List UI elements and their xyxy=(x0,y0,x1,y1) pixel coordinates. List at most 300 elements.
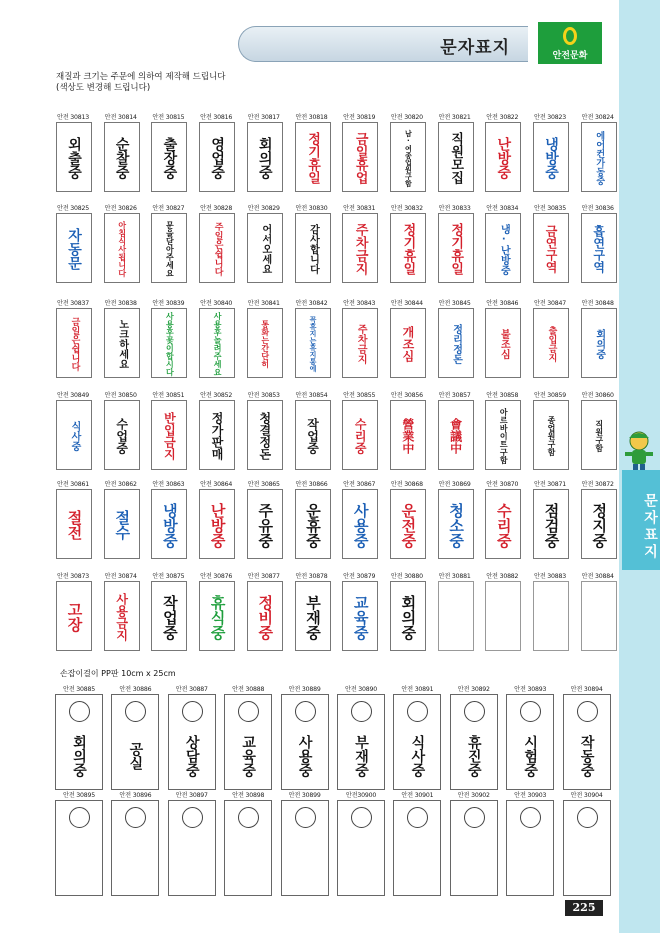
sign-item[interactable] xyxy=(240,571,288,640)
sign-item[interactable] xyxy=(478,112,526,179)
sign-item[interactable] xyxy=(240,112,288,179)
sign-text: 냉방중 xyxy=(160,502,179,548)
sign-plate xyxy=(295,213,331,283)
sign-plate xyxy=(56,308,92,378)
sign-item[interactable] xyxy=(526,112,574,179)
sign-text: 고장 xyxy=(65,602,84,632)
product-code: 안전 30885 xyxy=(62,686,95,693)
hanger-hole-icon xyxy=(182,701,203,722)
sign-text: 주일은쉽니다 xyxy=(212,222,223,276)
sign-plate xyxy=(104,308,140,378)
sign-plate xyxy=(199,213,235,283)
sign-text: 작업중 xyxy=(160,594,179,640)
sign-text: 냉방중 xyxy=(543,137,559,179)
hanger-text: 교육중 xyxy=(240,735,257,777)
sign-item[interactable] xyxy=(97,571,145,641)
sign-item[interactable] xyxy=(240,203,288,274)
sign-text: 사용후놀려주세요 xyxy=(213,312,223,376)
sign-item[interactable] xyxy=(526,390,574,456)
hanger-text: 휴진중 xyxy=(465,735,482,777)
sign-item[interactable] xyxy=(288,203,336,274)
sign-item[interactable] xyxy=(240,390,288,460)
sign-plate xyxy=(151,489,187,559)
sign-item[interactable] xyxy=(574,112,622,185)
sign-text: 사용중 xyxy=(351,502,370,548)
sign-plate xyxy=(485,400,521,470)
sign-text: 수리중 xyxy=(353,418,368,454)
product-code: 안전 30862 xyxy=(104,481,137,488)
product-code: 안전 30899 xyxy=(288,792,321,799)
sign-plate xyxy=(151,122,187,192)
sign-text: 외출중 xyxy=(66,137,82,179)
sign-item[interactable] xyxy=(335,479,383,548)
sign-item[interactable] xyxy=(526,479,574,548)
sign-plate xyxy=(199,122,235,192)
sign-plate xyxy=(581,489,617,559)
hanger-plate xyxy=(337,694,385,790)
product-code: 안전 30892 xyxy=(457,686,490,693)
product-code: 안전 30844 xyxy=(390,300,423,307)
sign-plate xyxy=(151,400,187,470)
sign-text: 정리정돈 xyxy=(450,324,462,364)
sign-item[interactable] xyxy=(478,298,526,359)
product-code: 안전 30856 xyxy=(390,392,423,399)
product-code: 안전 30832 xyxy=(390,205,423,212)
sign-plate xyxy=(485,489,521,559)
sign-plate xyxy=(533,489,569,559)
sign-item[interactable] xyxy=(288,571,336,640)
sign-item[interactable] xyxy=(288,298,336,372)
sign-text: 식사중 xyxy=(69,421,80,451)
product-code: 안전 30833 xyxy=(438,205,471,212)
sign-item[interactable] xyxy=(431,298,479,364)
product-code: 안전 30904 xyxy=(570,792,603,799)
sign-item[interactable] xyxy=(431,479,479,548)
sign-item[interactable] xyxy=(97,390,145,454)
sign-text: 회의중 xyxy=(593,329,605,359)
product-code: 안전 30865 xyxy=(247,481,280,488)
sign-item[interactable] xyxy=(49,112,97,179)
product-code: 안전 30845 xyxy=(438,300,471,307)
product-code: 안전 30868 xyxy=(390,481,423,488)
hanger-item[interactable] xyxy=(502,790,558,799)
sign-plate xyxy=(295,489,331,559)
sign-item[interactable] xyxy=(144,571,192,640)
product-code: 안전 30825 xyxy=(56,205,89,212)
product-code: 안전 30893 xyxy=(514,686,547,693)
sign-text: 통화는간단히 xyxy=(260,320,270,368)
sign-item[interactable] xyxy=(335,298,383,364)
sign-item[interactable] xyxy=(383,112,431,187)
sign-text: 수업중 xyxy=(114,418,129,454)
hanger-caption: 손잡이걸이 PP판 10cm x 25cm xyxy=(60,669,176,678)
hanger-item[interactable] xyxy=(502,684,558,777)
header-title-bar xyxy=(238,26,528,62)
sign-text: 난방중 xyxy=(208,502,227,548)
sign-item[interactable] xyxy=(383,390,431,454)
sign-plate xyxy=(581,581,617,651)
sign-item[interactable] xyxy=(144,112,192,179)
product-code: 안전 30841 xyxy=(247,300,280,307)
sign-plate xyxy=(342,213,378,283)
product-code: 안전 30819 xyxy=(343,114,376,121)
sign-text: 부재중 xyxy=(304,594,322,640)
product-code: 안전 30903 xyxy=(514,792,547,799)
sign-text: 직원구함 xyxy=(594,420,604,452)
hanger-plate xyxy=(224,800,272,896)
notice-text xyxy=(56,72,226,94)
product-code: 안전 30828 xyxy=(200,205,233,212)
sign-text: 아르바이트구함 xyxy=(499,408,509,464)
sign-text: 순찰중 xyxy=(113,137,130,179)
hanger-item[interactable] xyxy=(51,790,107,799)
hanger-text xyxy=(451,831,497,893)
hanger-text: 식사중 xyxy=(409,735,426,777)
hanger-text: 시험중 xyxy=(522,735,539,777)
product-code: 안전 30821 xyxy=(438,114,471,121)
sign-item[interactable] xyxy=(335,390,383,454)
product-code: 안전 30895 xyxy=(62,792,95,799)
hanger-hole-icon xyxy=(520,807,541,828)
product-code: 안전 30898 xyxy=(232,792,265,799)
sign-item[interactable] xyxy=(288,479,336,548)
sign-plate xyxy=(438,213,474,283)
sign-plate xyxy=(104,400,140,470)
sign-item[interactable] xyxy=(574,390,622,452)
product-code: 안전 30894 xyxy=(570,686,603,693)
sign-plate xyxy=(247,400,283,470)
sign-item[interactable] xyxy=(192,298,240,376)
sign-item[interactable] xyxy=(526,298,574,362)
hanger-plate xyxy=(337,800,385,896)
sign-text: 불조심 xyxy=(498,329,510,359)
product-code: 안전 30861 xyxy=(56,481,89,488)
sign-plate xyxy=(247,213,283,283)
hanger-item[interactable] xyxy=(107,790,163,799)
product-code: 안전 30882 xyxy=(486,573,519,580)
hanger-text: 작동중 xyxy=(578,735,595,777)
sign-text: 주유중 xyxy=(256,502,275,548)
hanger-hole-icon xyxy=(182,807,203,828)
hanger-item[interactable] xyxy=(164,790,220,799)
hanger-item[interactable] xyxy=(164,684,220,777)
hanger-hole-icon xyxy=(520,701,541,722)
hanger-hole-icon xyxy=(238,701,259,722)
sign-plate xyxy=(151,581,187,651)
product-code: 안전 30848 xyxy=(581,300,614,307)
product-code: 안전 30830 xyxy=(295,205,328,212)
product-code: 안전 30880 xyxy=(390,573,423,580)
sign-text: 사용후꽃이합시다 xyxy=(165,312,175,376)
product-code: 안전 30897 xyxy=(175,792,208,799)
hanger-plate xyxy=(55,800,103,896)
sign-item[interactable] xyxy=(574,571,622,580)
sign-item[interactable] xyxy=(240,479,288,548)
hanger-hole-icon xyxy=(125,701,146,722)
sign-text: 운휴중 xyxy=(304,502,322,548)
hanger-text: 상담중 xyxy=(183,735,200,777)
hanger-item[interactable] xyxy=(51,684,107,777)
product-code: 안전 30851 xyxy=(152,392,185,399)
sign-plate xyxy=(438,581,474,651)
sign-item[interactable] xyxy=(49,479,97,540)
product-code: 안전 30902 xyxy=(457,792,490,799)
sign-text: 정기휴일 xyxy=(448,223,464,275)
hanger-item[interactable] xyxy=(389,790,445,799)
sign-item[interactable] xyxy=(526,571,574,580)
hanger-text xyxy=(507,831,553,893)
sign-item[interactable] xyxy=(144,390,192,460)
product-code: 안전 30867 xyxy=(343,481,376,488)
sign-plate xyxy=(581,213,617,283)
sign-text xyxy=(439,585,473,649)
sign-plate xyxy=(533,400,569,470)
sign-text: 운전중 xyxy=(399,502,418,548)
sign-item[interactable] xyxy=(144,298,192,376)
hanger-hole-icon xyxy=(295,701,316,722)
sign-text: 종업원구함 xyxy=(547,416,556,456)
sign-plate xyxy=(56,581,92,651)
sign-plate xyxy=(295,581,331,651)
product-code: 안전 30859 xyxy=(533,392,566,399)
sign-plate xyxy=(533,581,569,651)
sign-item[interactable] xyxy=(383,479,431,548)
sign-plate xyxy=(342,308,378,378)
product-code: 안전 30852 xyxy=(200,392,233,399)
sign-text: 출장중 xyxy=(161,137,178,179)
product-code: 안전 30854 xyxy=(295,392,328,399)
sign-plate xyxy=(390,122,426,192)
hanger-item[interactable] xyxy=(446,684,502,777)
sign-plate xyxy=(581,400,617,470)
sign-item[interactable] xyxy=(478,479,526,548)
sign-item[interactable] xyxy=(192,390,240,460)
sign-item[interactable] xyxy=(144,479,192,548)
sign-item[interactable] xyxy=(49,298,97,371)
sign-item[interactable] xyxy=(383,298,431,362)
product-code: 안전 30838 xyxy=(104,300,137,307)
hanger-item[interactable] xyxy=(220,684,276,777)
sign-text: 반입금지 xyxy=(162,412,177,460)
hanger-item[interactable] xyxy=(559,684,615,777)
sign-item[interactable] xyxy=(49,571,97,632)
sign-text: 주차금지 xyxy=(352,223,368,275)
hanger-plate xyxy=(393,694,441,790)
hanger-text: 공실 xyxy=(127,742,144,770)
sign-item[interactable] xyxy=(574,203,622,273)
sign-item[interactable] xyxy=(192,203,240,276)
sign-text: 청소중 xyxy=(447,502,466,548)
hanger-hole-icon xyxy=(295,807,316,828)
hanger-item[interactable] xyxy=(446,790,502,799)
sign-plate xyxy=(199,581,235,651)
product-code: 안전 30815 xyxy=(152,114,185,121)
sign-item[interactable] xyxy=(97,479,145,540)
product-code: 안전 30860 xyxy=(581,392,614,399)
sign-item[interactable] xyxy=(478,571,526,580)
hanger-plate xyxy=(224,694,272,790)
sign-plate xyxy=(104,122,140,192)
product-code: 안전 30896 xyxy=(119,792,152,799)
sign-item[interactable] xyxy=(478,390,526,464)
sign-text: 주차금지 xyxy=(355,324,367,364)
sign-plate xyxy=(390,489,426,559)
sign-text: 정기휴일 xyxy=(400,223,416,275)
sign-item[interactable] xyxy=(431,203,479,275)
product-code: 안전 30871 xyxy=(533,481,566,488)
brand-ring-icon xyxy=(563,27,577,45)
hanger-hole-icon xyxy=(351,701,372,722)
product-code: 안전 30846 xyxy=(486,300,519,307)
hanger-item[interactable] xyxy=(277,790,333,799)
hanger-text xyxy=(338,831,384,893)
sign-text: 청결정돈 xyxy=(257,412,272,460)
sign-text: 문을닫아주세요 xyxy=(165,221,175,277)
hanger-item[interactable] xyxy=(107,684,163,770)
sign-item[interactable] xyxy=(431,112,479,184)
sign-text: 자동문 xyxy=(66,228,82,270)
sign-item[interactable] xyxy=(288,390,336,454)
sign-plate xyxy=(390,581,426,651)
sign-plate xyxy=(342,400,378,470)
hanger-hole-icon xyxy=(464,807,485,828)
hanger-item[interactable] xyxy=(389,684,445,777)
sign-item[interactable] xyxy=(192,112,240,179)
section-tab[interactable]: 문자표지 xyxy=(622,470,660,570)
sign-text: 營業中 xyxy=(400,418,415,454)
sign-plate xyxy=(56,400,92,470)
sign-text: 직원모집 xyxy=(448,132,464,184)
sign-item[interactable] xyxy=(97,203,145,277)
sign-item[interactable] xyxy=(383,571,431,640)
sign-plate xyxy=(438,122,474,192)
sign-item[interactable] xyxy=(240,298,288,368)
sign-text: 정기휴일 xyxy=(305,132,320,184)
sign-item[interactable] xyxy=(335,571,383,640)
sign-item[interactable] xyxy=(192,571,240,640)
notice-line: (색상도 변경해 드립니다) xyxy=(56,83,151,93)
hanger-item[interactable] xyxy=(277,684,333,777)
product-code: 안전 30822 xyxy=(486,114,519,121)
sign-item[interactable] xyxy=(383,203,431,275)
sign-item[interactable] xyxy=(97,112,145,179)
product-code: 안전 30864 xyxy=(200,481,233,488)
hanger-text xyxy=(169,831,215,893)
hanger-hole-icon xyxy=(577,807,598,828)
sign-item[interactable] xyxy=(478,203,526,275)
hanger-text xyxy=(564,831,610,893)
sign-item[interactable] xyxy=(574,298,622,359)
hanger-item[interactable] xyxy=(333,790,389,799)
sign-item[interactable] xyxy=(288,112,336,184)
hanger-text xyxy=(56,831,102,893)
sign-text: 냉·난방중 xyxy=(498,223,510,275)
product-code: 안전 30887 xyxy=(175,686,208,693)
sign-item[interactable] xyxy=(431,571,479,580)
sign-plate xyxy=(247,308,283,378)
sign-plate xyxy=(390,213,426,283)
product-code: 안전 30829 xyxy=(247,205,280,212)
sign-plate xyxy=(533,213,569,283)
hanger-plate xyxy=(450,694,498,790)
sign-item[interactable] xyxy=(431,390,479,454)
hanger-plate xyxy=(168,800,216,896)
product-code: 안전 30842 xyxy=(295,300,328,307)
hanger-plate xyxy=(506,694,554,790)
sign-text: 절수 xyxy=(113,510,132,540)
sign-text: 영업중 xyxy=(209,137,226,179)
sign-text xyxy=(582,585,616,649)
sign-item[interactable] xyxy=(574,479,622,548)
sign-item[interactable] xyxy=(49,390,97,451)
sign-item[interactable] xyxy=(192,479,240,548)
sign-plate xyxy=(247,581,283,651)
sign-plate xyxy=(151,213,187,283)
sign-text: 절전 xyxy=(65,510,84,540)
hanger-plate xyxy=(111,800,159,896)
product-code: 안전 30827 xyxy=(152,205,185,212)
sign-text: 아침식사됩니다 xyxy=(117,221,127,277)
product-code: 안전 30878 xyxy=(295,573,328,580)
sign-text: 정비중 xyxy=(256,594,275,640)
hanger-item[interactable] xyxy=(333,684,389,777)
sign-plate xyxy=(104,581,140,651)
hanger-hole-icon xyxy=(238,807,259,828)
hanger-plate xyxy=(55,694,103,790)
sign-item[interactable] xyxy=(97,298,145,369)
sign-text: 금일휴업 xyxy=(352,132,368,184)
mascot-icon xyxy=(619,428,659,474)
product-code: 안전 30816 xyxy=(200,114,233,121)
hanger-hole-icon xyxy=(69,807,90,828)
sign-item[interactable] xyxy=(49,203,97,270)
hanger-item[interactable] xyxy=(559,790,615,799)
product-code: 안전 30820 xyxy=(390,114,423,121)
sign-text: 에어컨가동중 xyxy=(594,131,605,185)
sign-plate xyxy=(56,489,92,559)
sign-item[interactable] xyxy=(144,203,192,277)
sign-text: 난방중 xyxy=(495,137,512,179)
hanger-text xyxy=(225,831,271,893)
sign-text: 꼭휴지는휴지통에 xyxy=(309,316,317,372)
product-code: 안전 30839 xyxy=(152,300,185,307)
product-code: 안전 30875 xyxy=(152,573,185,580)
sign-text: 흡연구역 xyxy=(591,225,606,273)
sign-item[interactable] xyxy=(335,203,383,275)
sign-text xyxy=(534,585,568,649)
sign-text: 교육중 xyxy=(351,594,370,640)
product-code: 안전 30837 xyxy=(56,300,89,307)
sign-plate xyxy=(342,122,378,192)
sign-text: 출입금지 xyxy=(546,326,557,362)
sign-plate xyxy=(438,489,474,559)
product-code: 안전 30843 xyxy=(343,300,376,307)
sign-plate xyxy=(485,213,521,283)
product-code: 안전 30836 xyxy=(581,205,614,212)
hanger-item[interactable] xyxy=(220,790,276,799)
sign-item[interactable] xyxy=(335,112,383,184)
product-code: 안전30900 xyxy=(345,792,377,799)
sign-text: 금연구역 xyxy=(544,225,558,273)
sign-item[interactable] xyxy=(526,203,574,273)
sign-text: 정가판매 xyxy=(210,412,225,460)
sign-plate xyxy=(295,400,331,470)
product-code: 안전 30869 xyxy=(438,481,471,488)
sign-plate xyxy=(342,489,378,559)
sign-text: 점검중 xyxy=(542,502,561,548)
notice-line: 재질과 크기는 주문에 의하여 제작해 드립니다 xyxy=(56,72,226,82)
sign-text: 휴식중 xyxy=(208,594,227,640)
